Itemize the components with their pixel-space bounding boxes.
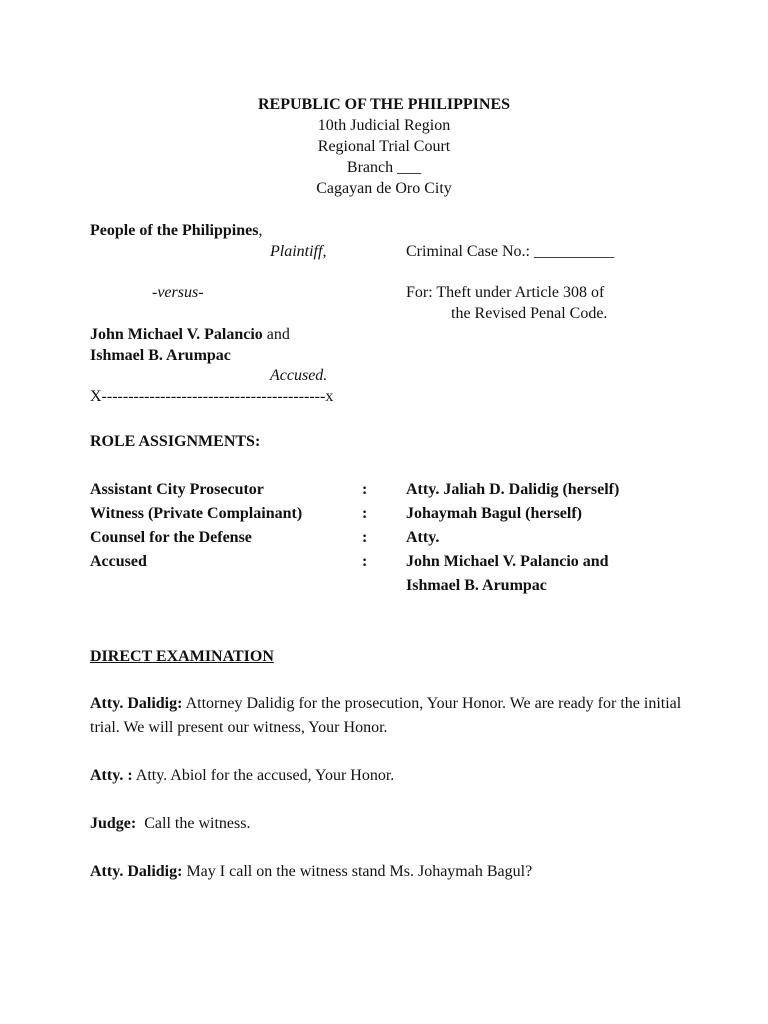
plaintiff-role: Plaintiff, xyxy=(270,243,327,260)
city-line: Cagayan de Oro City xyxy=(316,180,452,197)
role-assignee: John Michael V. Palancio and xyxy=(406,553,609,570)
branch-line: Branch ___ xyxy=(346,159,422,176)
role-separator: : xyxy=(362,505,368,522)
transcript-line xyxy=(90,692,690,740)
case-number: Criminal Case No.: __________ xyxy=(406,243,614,260)
transcript-line xyxy=(90,860,690,884)
speaker-text: Attorney Dalidig for the prosecution, Your Honor. We are ready for the initial trial. We will present our witness, Your Honor. xyxy=(90,695,682,736)
plaintiff-comma: , xyxy=(258,222,263,239)
caption-divider: X------------------------------------------x xyxy=(90,388,334,405)
judicial-region: 10th Judicial Region xyxy=(317,117,451,134)
accused-line-1 xyxy=(90,325,290,345)
transcript-line xyxy=(90,764,690,788)
role-assignee: Johaymah Bagul (herself) xyxy=(406,505,582,522)
versus-label: -versus- xyxy=(152,284,204,301)
speaker-label: Atty. Dalidig: xyxy=(90,863,183,880)
accused-and: and xyxy=(262,326,290,343)
plaintiff-line xyxy=(90,221,262,241)
speaker-text: Call the witness. xyxy=(136,815,251,832)
charge-line-2: the Revised Penal Code. xyxy=(451,305,608,322)
role-title: Assistant City Prosecutor xyxy=(90,481,264,498)
accused-name-2: Ishmael B. Arumpac xyxy=(90,347,231,364)
accused-name-1: John Michael V. Palancio xyxy=(90,326,263,343)
role-separator: : xyxy=(362,481,368,498)
speaker-label: Atty. : xyxy=(90,767,133,784)
plaintiff-name: People of the Philippines xyxy=(90,222,259,239)
republic-heading: REPUBLIC OF THE PHILIPPINES xyxy=(257,96,511,113)
roles-heading: ROLE ASSIGNMENTS: xyxy=(90,433,261,450)
role-separator: : xyxy=(362,553,368,570)
role-title: Witness (Private Complainant) xyxy=(90,505,303,522)
role-assignee-continued: Ishmael B. Arumpac xyxy=(406,577,547,594)
charge-line-1: For: Theft under Article 308 of xyxy=(406,284,605,301)
speaker-text: May I call on the witness stand Ms. Johaymah Bagul? xyxy=(182,863,533,880)
transcript-line xyxy=(90,812,690,836)
speaker-label: Atty. Dalidig: xyxy=(90,695,183,712)
role-separator: : xyxy=(362,529,368,546)
speaker-text: Atty. Abiol for the accused, Your Honor. xyxy=(132,767,395,784)
role-assignee: Atty. xyxy=(406,529,440,546)
role-title: Counsel for the Defense xyxy=(90,529,252,546)
accused-role: Accused. xyxy=(270,367,328,384)
court-name: Regional Trial Court xyxy=(317,138,451,155)
role-title: Accused xyxy=(90,553,147,570)
speaker-label: Judge: xyxy=(90,815,137,832)
exam-heading: DIRECT EXAMINATION xyxy=(90,648,274,665)
role-assignee: Atty. Jaliah D. Dalidig (herself) xyxy=(406,481,620,498)
